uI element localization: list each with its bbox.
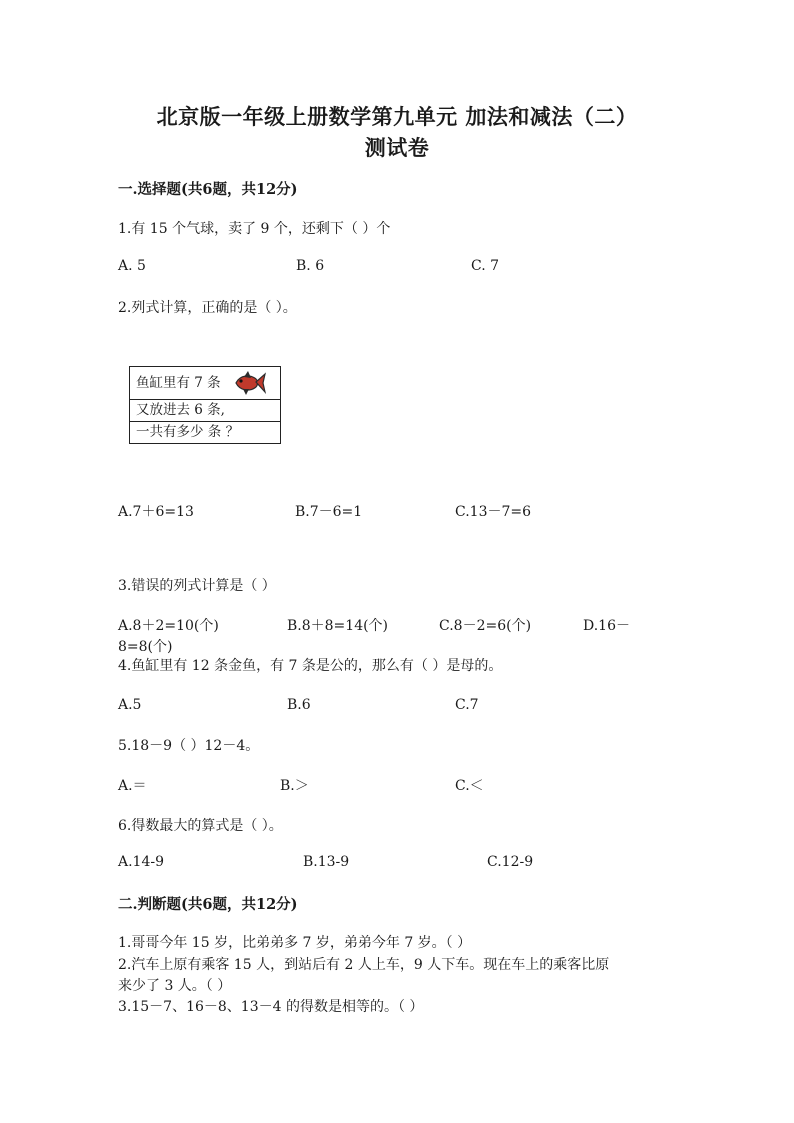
q4-option-c: C.7 — [455, 697, 479, 713]
question-4-stem: 4.鱼缸里有 12 条金鱼，有 7 条是公的，那么有（ ）是母的。 — [118, 658, 503, 674]
word-problem-row-1 — [130, 367, 280, 400]
q5-option-c: C.＜ — [455, 778, 484, 794]
section-header-true-false: 二.判断题(共6题，共12分) — [118, 896, 298, 913]
question-2-stem: 2.列式计算，正确的是（ ）。 — [118, 300, 297, 316]
word-problem-row-2: 又放进去 6 条, — [130, 400, 280, 422]
tf-question-2-line2: 来少了 3 人。（ ） — [118, 978, 232, 994]
q1-option-c: C. 7 — [471, 258, 500, 274]
q4-option-a: A.5 — [118, 697, 142, 713]
q2-option-a: A.7＋6=13 — [118, 504, 194, 520]
tf-question-1: 1.哥哥今年 15 岁，比弟弟多 7 岁，弟弟今年 7 岁。（ ） — [118, 935, 472, 951]
q6-option-b: B.13-9 — [303, 854, 350, 870]
q6-option-a: A.14-9 — [118, 854, 165, 870]
q3-option-b: B.8＋8=14(个) — [287, 618, 389, 634]
q3-option-d: D.16－ — [583, 618, 630, 634]
q3-option-c: C.8－2=6(个) — [439, 618, 532, 634]
q1-option-a: A. 5 — [118, 258, 146, 274]
q1-option-b: B. 6 — [296, 258, 325, 274]
question-6-stem: 6.得数最大的算式是（ ）。 — [118, 818, 283, 834]
word-problem-row-3: 一共有多少 条 ？ — [136, 424, 240, 440]
page-title-line1: 北京版一年级上册数学第九单元 加法和减法（二） — [156, 104, 638, 129]
section-header-choice: 一.选择题(共6题，共12分) — [118, 181, 298, 198]
question-1-stem: 1.有 15 个气球，卖了 9 个，还剩下（ ）个 — [118, 221, 391, 237]
tf-question-2-line1: 2.汽车上原有乘客 15 人，到站后有 2 人上车，9 人下车。现在车上的乘客比原 — [118, 957, 610, 973]
q4-option-b: B.6 — [287, 697, 311, 713]
q5-option-b: B.＞ — [280, 778, 309, 794]
tf-question-3: 3.15－7、16－8、13－4 的得数是相等的。（ ） — [118, 999, 424, 1015]
q5-option-a: A.＝ — [118, 778, 147, 794]
word-problem-line-1: 鱼缸里有 7 条 — [136, 375, 221, 391]
question-3-stem: 3.错误的列式计算是（ ） — [118, 578, 276, 594]
page-title-line2: 测试卷 — [364, 135, 430, 160]
q3-option-a: A.8＋2=10(个) — [118, 618, 219, 634]
q2-option-b: B.7－6=1 — [295, 504, 363, 520]
q6-option-c: C.12-9 — [487, 854, 534, 870]
q3-option-d-continued: 8=8(个) — [118, 639, 173, 655]
word-problem-box — [129, 366, 281, 444]
question-5-stem: 5.18－9（ ）12－4。 — [118, 738, 260, 754]
q2-option-c: C.13－7=6 — [455, 504, 532, 520]
